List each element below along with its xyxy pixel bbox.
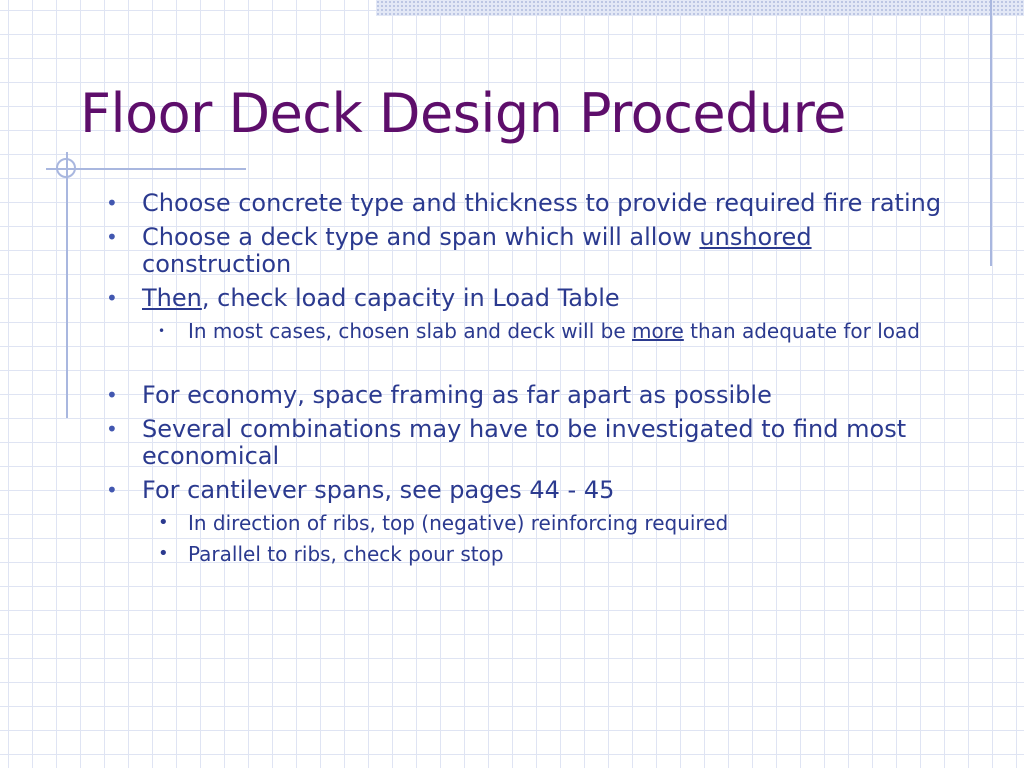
- bullet-icon: •: [106, 225, 118, 249]
- bullet-icon: •: [106, 191, 118, 215]
- left-accent-line: [66, 152, 68, 418]
- underlined-term: more: [632, 319, 684, 343]
- sub-bullet-text: than adequate for load: [683, 319, 920, 343]
- bullet-icon: •: [158, 543, 169, 564]
- bullet-item: [104, 477, 964, 504]
- underlined-term: Then: [142, 284, 202, 312]
- bullet-text: Choose a deck type and span which will allow: [142, 223, 700, 251]
- sub-bullet-item: [104, 511, 964, 535]
- bullet-icon: •: [158, 512, 169, 533]
- bullet-text: Several combinations may have to be investigated to find most economical: [142, 415, 907, 470]
- title-underline-accent: [46, 168, 246, 170]
- bullet-item: [104, 224, 964, 278]
- bullet-item: [104, 416, 964, 470]
- bullet-text: For economy, space framing as far apart as possible: [142, 381, 772, 409]
- bullet-text: For cantilever spans, see pages 44 - 45: [142, 476, 615, 504]
- bullet-item: [104, 190, 964, 217]
- underlined-term: unshored: [699, 223, 812, 251]
- bullet-text: construction: [142, 250, 292, 278]
- sub-bullet-text: Parallel to ribs, check pour stop: [188, 542, 504, 566]
- slide-title: Floor Deck Design Procedure: [80, 82, 846, 145]
- slide-content: [104, 190, 964, 573]
- bullet-icon: •: [158, 324, 166, 338]
- bullet-text: , check load capacity in Load Table: [201, 284, 620, 312]
- sub-bullet-text: In direction of ribs, top (negative) reinforcing required: [188, 511, 729, 535]
- spacer: [104, 350, 964, 382]
- sub-bullet-item: [104, 319, 964, 343]
- bullet-item: [104, 285, 964, 312]
- bullet-icon: •: [106, 478, 118, 502]
- sub-bullet-item: [104, 542, 964, 566]
- right-accent-line: [990, 0, 992, 266]
- crosshair-icon: [56, 158, 76, 178]
- top-dotted-band: [376, 0, 1024, 16]
- bullet-icon: •: [106, 286, 118, 310]
- bullet-icon: •: [106, 417, 118, 441]
- bullet-icon: •: [106, 383, 118, 407]
- sub-bullet-text: In most cases, chosen slab and deck will be: [188, 319, 632, 343]
- bullet-item: [104, 382, 964, 409]
- bullet-text: Choose concrete type and thickness to provide required fire rating: [142, 189, 942, 217]
